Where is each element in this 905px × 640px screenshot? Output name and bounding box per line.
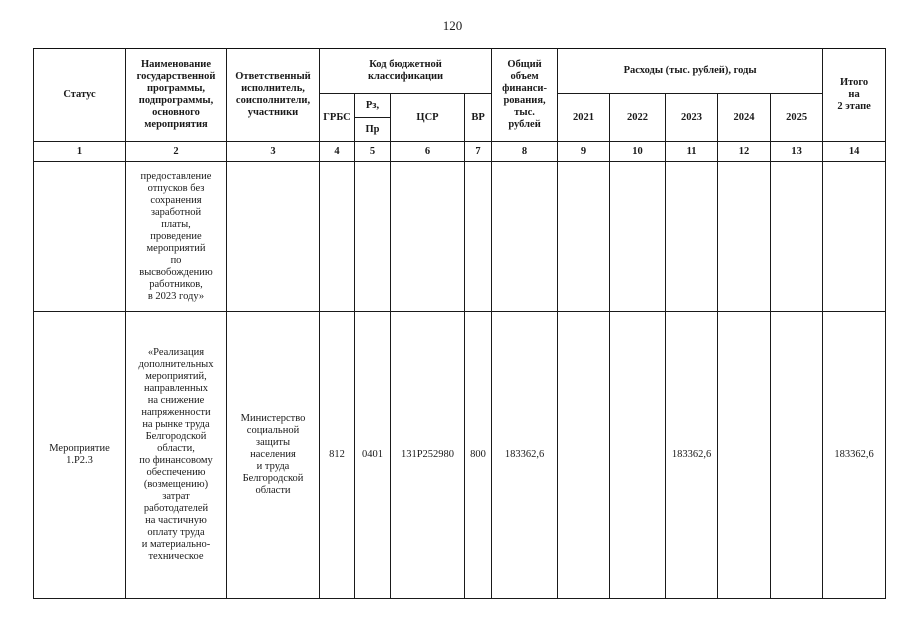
rzpr-cell: 0401 — [355, 312, 391, 599]
text-line: высвобождению — [139, 266, 213, 278]
year-2022-cell — [610, 312, 666, 599]
text-line: «Реализация — [147, 347, 205, 358]
year-2023-cell — [666, 162, 718, 312]
text-line: социальной — [246, 425, 300, 436]
text-line: подпрограммы, — [138, 95, 214, 106]
year-2022-cell — [610, 162, 666, 312]
text-line: на — [848, 89, 860, 100]
text-line: (возмещению) — [143, 479, 209, 490]
year-2025-cell — [771, 312, 823, 599]
grbs-cell — [320, 162, 355, 312]
column-number: 1 — [34, 142, 126, 162]
text-line: рования, — [503, 95, 546, 106]
text-line: тыс. — [514, 107, 535, 118]
column-number: 3 — [227, 142, 320, 162]
text-line: программы, — [146, 83, 206, 94]
responsible-cell — [227, 162, 320, 312]
text-line: классификации — [367, 71, 444, 82]
header-stage-total — [823, 49, 886, 142]
column-number: 6 — [391, 142, 465, 162]
text-line: участники — [247, 107, 299, 118]
text-line: 2 этапе — [837, 101, 871, 112]
text-line: и труда — [256, 461, 290, 472]
header-program-name — [126, 49, 227, 142]
text-line: исполнитель, — [241, 83, 305, 94]
grbs-cell: 812 — [320, 312, 355, 599]
text-line: области — [255, 485, 291, 496]
rzpr-cell — [355, 162, 391, 312]
text-line: населения — [250, 449, 296, 460]
csr-cell: 131Р252980 — [391, 312, 465, 599]
vr-cell: 800 — [465, 312, 492, 599]
stage-total-cell: 183362,6 — [823, 312, 886, 599]
text-line: Итого — [839, 77, 869, 88]
csr-cell — [391, 162, 465, 312]
text-line: Мероприятие — [49, 443, 110, 454]
budget-table — [33, 48, 886, 599]
responsible-cell — [227, 312, 320, 599]
text-line: государственной — [136, 71, 216, 82]
header-csr: ЦСР — [391, 94, 465, 142]
text-line: мероприятия — [144, 119, 208, 130]
text-line: на рынке труда — [142, 419, 210, 430]
text-line: оплату труда — [147, 527, 205, 538]
header-year-2022: 2022 — [610, 94, 666, 142]
text-line: предоставление — [140, 170, 212, 182]
text-line: мероприятий — [146, 242, 206, 254]
page-number: 120 — [442, 18, 463, 33]
header-year-2024: 2024 — [718, 94, 771, 142]
text-line: работников, — [149, 278, 203, 290]
text-line: Белгородской — [145, 431, 207, 442]
text-line: в 2023 году» — [147, 290, 205, 302]
column-number-row — [34, 142, 886, 162]
text-line: и материально- — [141, 539, 211, 550]
text-line: области, — [157, 443, 195, 454]
header-vr: ВР — [465, 94, 492, 142]
table-row — [34, 162, 886, 312]
text-line: соисполнители, — [235, 95, 311, 106]
year-2023-cell: 183362,6 — [666, 312, 718, 599]
column-number: 13 — [771, 142, 823, 162]
text-line: обеспечению — [146, 467, 206, 478]
text-line: затрат — [162, 491, 190, 502]
text-line: Код бюджетной — [369, 59, 442, 70]
year-2024-cell — [718, 312, 771, 599]
text-line: отпусков без — [147, 182, 205, 194]
text-line: техническое — [148, 551, 204, 562]
vr-cell — [465, 162, 492, 312]
program-name-cell — [126, 312, 227, 599]
header-pr: Пр — [355, 118, 391, 142]
text-line: Ответственный — [235, 71, 311, 82]
column-number: 7 — [465, 142, 492, 162]
stage-total-cell — [823, 162, 886, 312]
column-number: 8 — [492, 142, 558, 162]
header-year-2023: 2023 — [666, 94, 718, 142]
column-number: 14 — [823, 142, 886, 162]
column-number: 10 — [610, 142, 666, 162]
text-line: объем — [510, 71, 539, 82]
text-line: мероприятий, — [145, 371, 207, 382]
year-2021-cell — [558, 162, 610, 312]
header-grbs: ГРБС — [320, 94, 355, 142]
header-expenses: Расходы (тыс. рублей), годы — [558, 49, 823, 94]
total-cell — [492, 162, 558, 312]
text-line: направленных — [144, 383, 208, 394]
text-line: основного — [152, 107, 200, 118]
text-line: напряженности — [141, 407, 211, 418]
column-number: 11 — [666, 142, 718, 162]
year-2021-cell — [558, 312, 610, 599]
column-number: 2 — [126, 142, 227, 162]
column-number: 5 — [355, 142, 391, 162]
text-line: по — [170, 254, 182, 266]
table-row — [34, 312, 886, 599]
text-line: дополнительных — [138, 359, 214, 370]
text-line: проведение — [150, 230, 202, 242]
header-budget-code — [320, 49, 492, 94]
total-cell: 183362,6 — [492, 312, 558, 599]
text-line: рублей — [508, 119, 541, 130]
text-line: на частичную — [145, 515, 207, 526]
column-number: 4 — [320, 142, 355, 162]
text-line: защиты — [255, 437, 291, 448]
text-line: заработной — [150, 206, 202, 218]
column-number: 9 — [558, 142, 610, 162]
year-2025-cell — [771, 162, 823, 312]
program-name-cell — [126, 162, 227, 312]
header-year-2025: 2025 — [771, 94, 823, 142]
text-line: работодателей — [143, 503, 209, 514]
column-number: 12 — [718, 142, 771, 162]
text-line: Общий — [507, 59, 542, 70]
header-status: Статус — [34, 49, 126, 142]
header-rz: Рз, — [355, 94, 391, 118]
header-total-volume — [492, 49, 558, 142]
header-year-2021: 2021 — [558, 94, 610, 142]
text-line: Белгородской — [242, 473, 304, 484]
header-responsible — [227, 49, 320, 142]
year-2024-cell — [718, 162, 771, 312]
text-line: Наименование — [141, 59, 211, 70]
text-line: сохранения — [150, 194, 202, 206]
text-line: по финансовому — [139, 455, 213, 466]
text-line: платы, — [161, 218, 191, 230]
status-cell — [34, 312, 126, 599]
text-line: на снижение — [147, 395, 205, 406]
text-line: Министерство — [240, 413, 306, 424]
status-cell — [34, 162, 126, 312]
text-line: 1.Р2.3 — [66, 455, 93, 466]
text-line: финанси- — [502, 83, 547, 94]
